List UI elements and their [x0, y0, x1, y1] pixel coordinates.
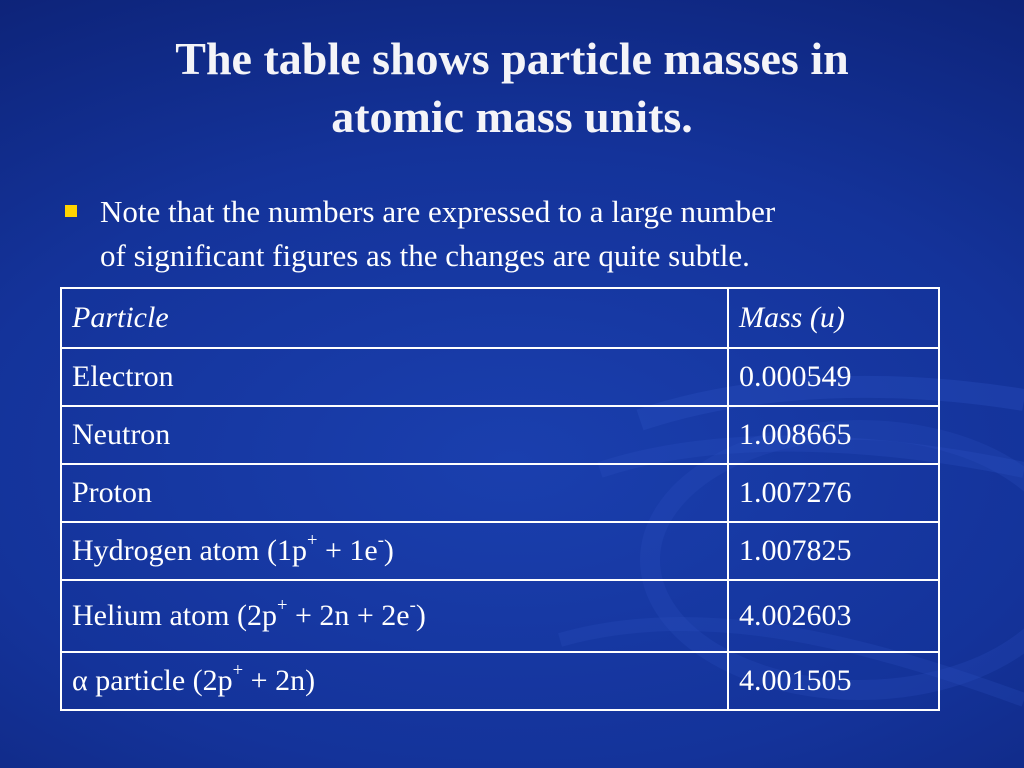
superscript-charge: - [377, 530, 384, 552]
name-part: + 2n + 2e [287, 599, 410, 632]
cell-mass: 1.008665 [728, 406, 939, 464]
cell-particle-name [61, 580, 728, 652]
table-row [61, 652, 939, 710]
particle-mass-table [60, 287, 940, 711]
cell-mass: 4.002603 [728, 580, 939, 652]
name-part: Helium atom (2p [72, 599, 277, 632]
bullet-line-2: of significant figures as the changes are quite subtle. [100, 238, 750, 273]
cell-particle-name: Neutron [61, 406, 728, 464]
name-part: ) [383, 534, 394, 567]
header-mass: Mass (u) [728, 288, 939, 348]
cell-particle-name [61, 652, 728, 710]
name-part: α particle (2p [72, 664, 233, 697]
table-row [61, 464, 939, 522]
square-bullet-icon [65, 205, 77, 217]
bullet-point [60, 190, 970, 278]
title-line-2: atomic mass units. [331, 91, 693, 142]
superscript-charge: + [276, 595, 288, 617]
bullet-text [100, 190, 970, 278]
cell-particle-name [61, 522, 728, 580]
title-line-1: The table shows particle masses in [175, 33, 849, 84]
table-row [61, 406, 939, 464]
table-row [61, 348, 939, 406]
table-row [61, 522, 939, 580]
cell-particle-name: Electron [61, 348, 728, 406]
cell-mass: 0.000549 [728, 348, 939, 406]
table-header-row [61, 288, 939, 348]
table-row [61, 580, 939, 652]
header-particle: Particle [61, 288, 728, 348]
page-title [40, 30, 984, 146]
cell-mass: 1.007825 [728, 522, 939, 580]
superscript-charge: + [232, 660, 244, 682]
bullet-line-1: Note that the numbers are expressed to a large number [100, 194, 776, 229]
name-part: ) [415, 599, 426, 632]
name-part: + 1e [317, 534, 378, 567]
cell-particle-name: Proton [61, 464, 728, 522]
superscript-charge: - [409, 595, 416, 617]
name-part: Hydrogen atom (1p [72, 534, 307, 567]
cell-mass: 4.001505 [728, 652, 939, 710]
superscript-charge: + [306, 530, 318, 552]
cell-mass: 1.007276 [728, 464, 939, 522]
name-part: + 2n) [243, 664, 316, 697]
